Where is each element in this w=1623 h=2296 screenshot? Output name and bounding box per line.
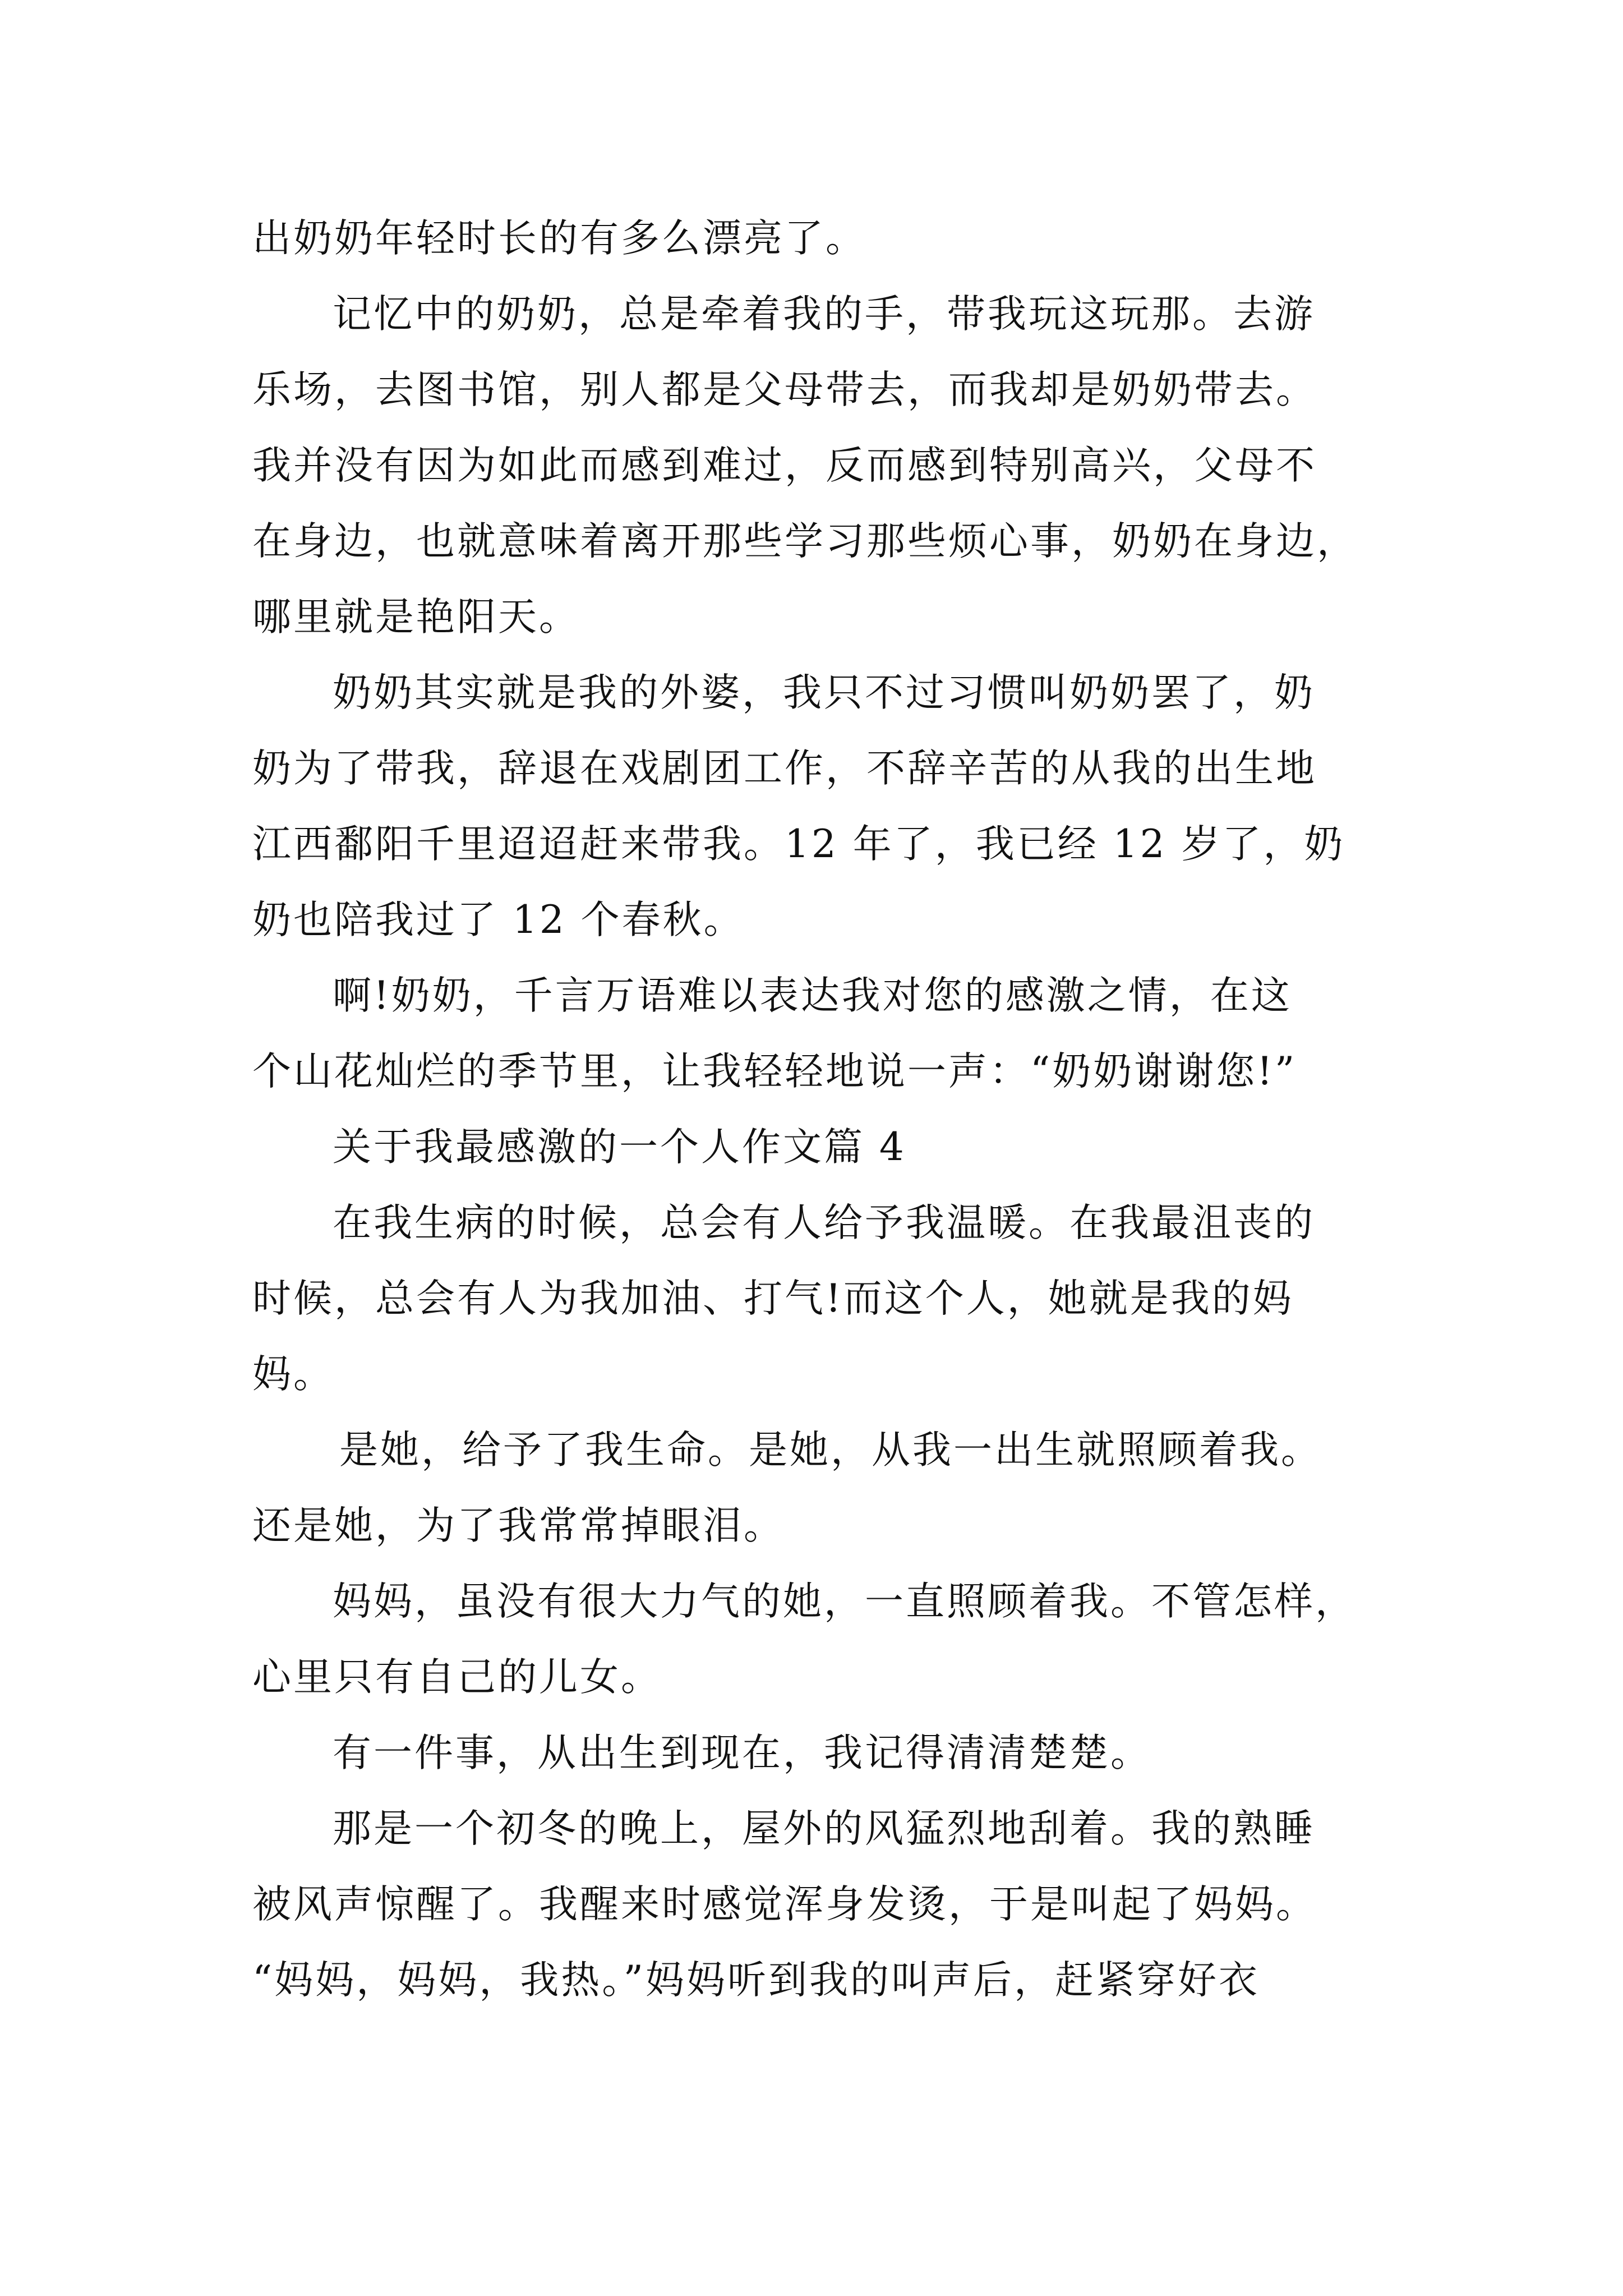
text-line: 还是她，为了我常常掉眼泪。 [252, 1503, 785, 1548]
text-line: 出奶奶年轻时长的有多么漂亮了。 [252, 216, 866, 261]
text-line: 奶奶其实就是我的外婆，我只不过习惯叫奶奶罢了，奶 [333, 670, 1315, 715]
text-line: 个山花灿烂的季节里，让我轻轻地说一声：“奶奶谢谢您!” [252, 1049, 1297, 1094]
text-line: “妈妈，妈妈，我热。”妈妈听到我的叫声后，赶紧穿好衣 [252, 1958, 1260, 2003]
text-line: 妈妈，虽没有很大力气的她，一直照顾着我。不管怎样， [333, 1579, 1356, 1624]
text-line: 江西鄱阳千里迢迢赶来带我。12 年了，我已经 12 岁了，奶 [252, 822, 1345, 867]
text-line: 那是一个初冬的晚上，屋外的风猛烈地刮着。我的熟睡 [333, 1806, 1315, 1851]
text-line: 乐场，去图书馆，别人都是父母带去，而我却是奶奶带去。 [252, 367, 1317, 412]
text-line: 哪里就是艳阳天。 [252, 595, 580, 639]
text-line: 奶也陪我过了 12 个春秋。 [252, 898, 745, 942]
text-line: 时候，总会有人为我加油、打气!而这个人，她就是我的妈 [252, 1276, 1294, 1321]
text-line: 被风声惊醒了。我醒来时感觉浑身发烫，于是叫起了妈妈。 [252, 1882, 1317, 1927]
text-line: 心里只有自己的儿女。 [252, 1655, 662, 1700]
text-line: 奶为了带我，辞退在戏剧团工作，不辞辛苦的从我的出生地 [252, 746, 1317, 791]
text-line: 是她，给予了我生命。是她，从我一出生就照顾着我。 [339, 1428, 1322, 1473]
text-line: 啊!奶奶，千言万语难以表达我对您的感激之情，在这 [333, 973, 1292, 1018]
text-line: 我并没有因为如此而感到难过，反而感到特别高兴，父母不 [252, 443, 1317, 488]
text-line: 有一件事，从出生到现在，我记得清清楚楚。 [333, 1731, 1151, 1775]
section-heading: 关于我最感激的一个人作文篇 4 [333, 1125, 906, 1170]
text-line: 妈。 [252, 1352, 334, 1397]
text-line: 在身边，也就意味着离开那些学习那些烦心事，奶奶在身边， [252, 519, 1358, 564]
text-line: 在我生病的时候，总会有人给予我温暖。在我最沮丧的 [333, 1200, 1315, 1245]
text-line: 记忆中的奶奶，总是牵着我的手，带我玩这玩那。去游 [333, 292, 1315, 337]
